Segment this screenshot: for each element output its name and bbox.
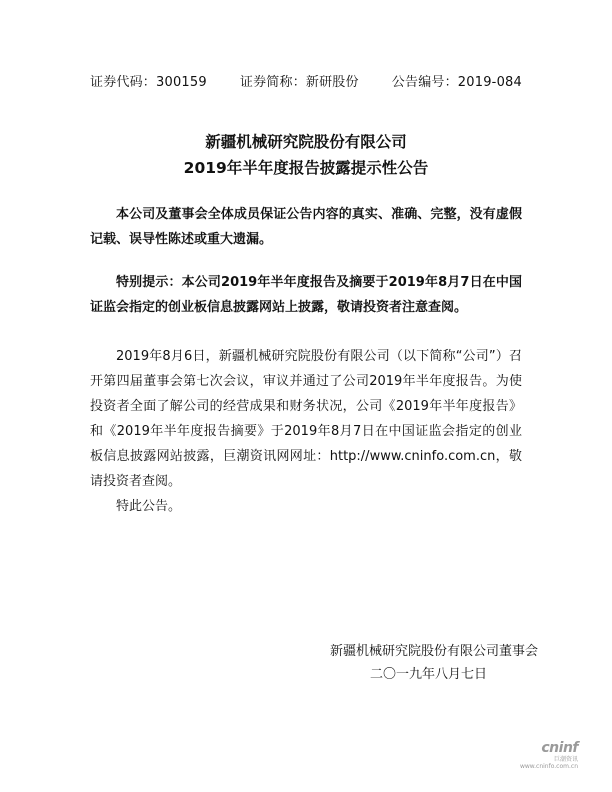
watermark-cn: 巨潮资讯: [553, 756, 578, 763]
cninfo-watermark: [520, 740, 578, 770]
signature-org: 新疆机械研究院股份有限公司董事会: [330, 644, 539, 659]
stock-short-name: 证券简称：新研股份: [239, 75, 359, 90]
signature-date: 二〇一九年八月七日: [370, 667, 488, 682]
special-notice-text: 特别提示：本公司2019年半年度报告及摘要于2019年8月7日在中国证监会指定的创业板信息披露网站上披露，敬请投资者注意查阅。: [90, 275, 522, 315]
special-notice: [90, 270, 522, 320]
guarantee-statement: [90, 202, 522, 252]
watermark-url: www.cninfo.com.cn: [519, 763, 578, 770]
document-title: 2019年半年度报告披露提示性公告: [183, 159, 429, 177]
stock-code: 证券代码：300159: [90, 75, 207, 90]
body-section: [90, 344, 522, 519]
closing-line: 特此公告。: [116, 499, 182, 514]
body-paragraph: 2019年8月6日，新疆机械研究院股份有限公司（以下简称“公司”）召开第四届董事会第七次会议，审议并通过了公司2019年半年度报告。为使投资者全面了解公司的经营成果和财务状况，公司《2019年半年度报告》和《2019年半年度报告摘要》于2019年8月7日在中国证监会指定的创业板信息披露网站披露，巨潮资讯网网址：http://www.cninfo.com.cn，敬请投资者查阅。: [90, 349, 522, 489]
company-title: 新疆机械研究院股份有限公司: [205, 133, 407, 151]
guarantee-text: 本公司及董事会全体成员保证公告内容的真实、准确、完整，没有虚假记载、误导性陈述或重大遗漏。: [90, 207, 522, 247]
notice-number: 公告编号：2019-084: [391, 75, 522, 90]
header-row: [90, 71, 522, 90]
watermark-logo: cninf: [541, 740, 578, 756]
